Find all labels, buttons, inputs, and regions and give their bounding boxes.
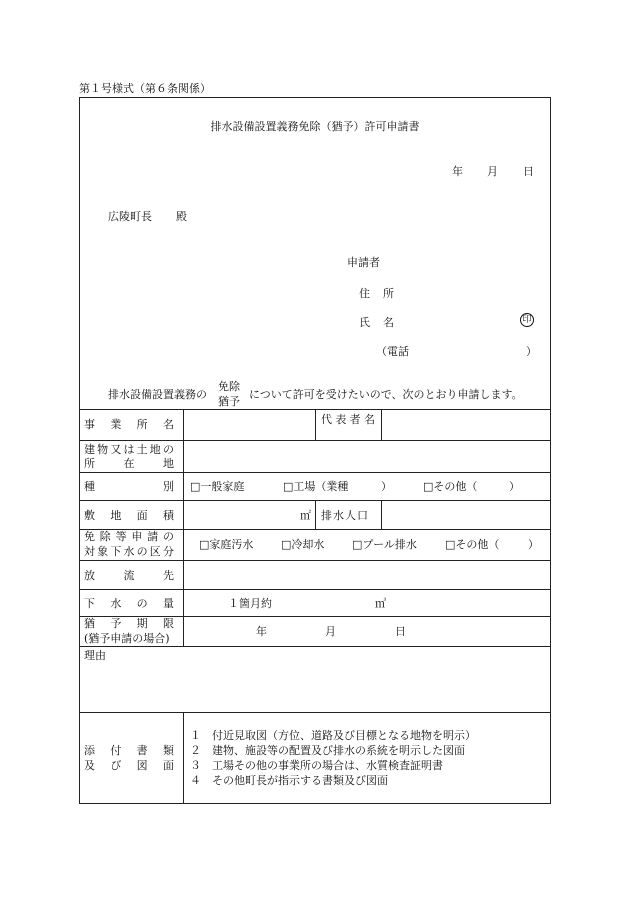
location-field[interactable]: [184, 441, 550, 471]
seal-mark-icon: 印: [520, 313, 534, 327]
applicant-label: 申請者: [347, 256, 380, 269]
reason-field[interactable]: [80, 664, 550, 711]
sewage-class-label-line2: 対 象 下 水 の 区 分: [84, 545, 174, 558]
attachment-item: ４ その他町長が指示する書類及び図面: [190, 774, 388, 787]
statement-suffix: について許可を受けたいので、次のとおり申請します。: [249, 388, 523, 401]
drainage-population-field[interactable]: [382, 501, 550, 528]
phone-label[interactable]: （電話: [376, 345, 409, 358]
sewage-option-pool[interactable]: □プール排水: [352, 538, 417, 551]
label-column-divider: [183, 712, 184, 804]
volume-prefix: １箇月約: [228, 597, 272, 610]
attachment-item: ３ 工場その他の事業所の場合は、水質検査証明書: [190, 759, 443, 772]
type-option-other[interactable]: □その他（: [423, 480, 478, 493]
type-option-household[interactable]: □一般家庭: [190, 480, 245, 493]
cell-divider: [315, 500, 316, 529]
row-divider: [79, 472, 551, 473]
attachments-label-line2: 及 び 図 面: [84, 759, 174, 772]
deadline-year[interactable]: 年: [256, 625, 267, 638]
discharge-field[interactable]: [184, 561, 550, 588]
row-divider: [79, 646, 551, 647]
volume-label: 下 水 の 量: [84, 597, 174, 610]
drainage-population-label: 排水人口: [321, 509, 369, 522]
deadline-day[interactable]: 日: [395, 625, 406, 638]
date-year[interactable]: 年: [452, 165, 463, 178]
addressee-name: 広陵町長: [108, 210, 152, 223]
sewage-option-other-close: ）: [528, 538, 539, 551]
deadline-label-line2: (猶予申請の場合): [84, 632, 170, 645]
sewage-class-label-line1: 免 除 等 申 請 の: [84, 530, 174, 543]
attachment-item: １ 付近見取図（方位、道路及び目標となる地物を明示）: [190, 729, 476, 742]
volume-unit: ㎥: [375, 597, 386, 610]
type-option-factory[interactable]: □工場（業種: [283, 480, 349, 493]
form-number: 第１号様式（第６条関係）: [79, 82, 211, 95]
name-label-1: 氏: [359, 316, 370, 329]
attachments-label-line1: 添 付 書 類: [84, 744, 174, 757]
location-label-line1: 建 物 又 は 土 地 の: [84, 443, 174, 456]
address-label-2: 所: [383, 287, 394, 300]
type-option-other-close: ）: [509, 480, 520, 493]
sewage-option-domestic[interactable]: □家庭汚水: [199, 538, 254, 551]
phone-close: ）: [526, 345, 537, 358]
attachment-item: ２ 建物、施設等の配置及び排水の系統を明示した図面: [190, 744, 465, 757]
cell-divider: [315, 409, 316, 440]
deadline-label-line1: 猶 予 期 限: [84, 617, 174, 630]
volume-field[interactable]: [184, 590, 550, 615]
addressee-honorific: 殿: [176, 210, 187, 223]
date-month[interactable]: 月: [487, 165, 498, 178]
row-divider: [79, 712, 551, 713]
reason-label: 理由: [84, 649, 106, 662]
sewage-option-cooling[interactable]: □冷却水: [281, 538, 325, 551]
office-name-field[interactable]: [184, 410, 314, 439]
statement-prefix: 排水設備設置義務の: [108, 388, 207, 401]
site-area-label: 敷 地 面 積: [84, 509, 174, 522]
sewage-option-other[interactable]: □その他（: [445, 538, 500, 551]
form-title: 排水設備設置義務免除（猶予）許可申請書: [210, 120, 420, 133]
deadline-month[interactable]: 月: [325, 625, 336, 638]
discharge-label: 放 流 先: [84, 569, 174, 582]
office-name-label: 事 業 所 名: [84, 418, 174, 431]
type-label: 種 別: [84, 480, 174, 493]
statement-option-defer[interactable]: 猶予: [218, 395, 240, 408]
representative-field[interactable]: [382, 410, 550, 439]
area-unit: ㎡: [300, 509, 311, 522]
statement-option-exempt[interactable]: 免除: [218, 380, 240, 393]
date-day[interactable]: 日: [523, 165, 534, 178]
name-label-2: 名: [383, 316, 394, 329]
type-option-factory-close: ）: [381, 480, 392, 493]
representative-label: 代 表 者 名: [321, 413, 375, 426]
address-label-1: 住: [359, 287, 370, 300]
location-label-line2: 所 在 地: [84, 457, 174, 470]
site-area-field[interactable]: [184, 501, 314, 528]
